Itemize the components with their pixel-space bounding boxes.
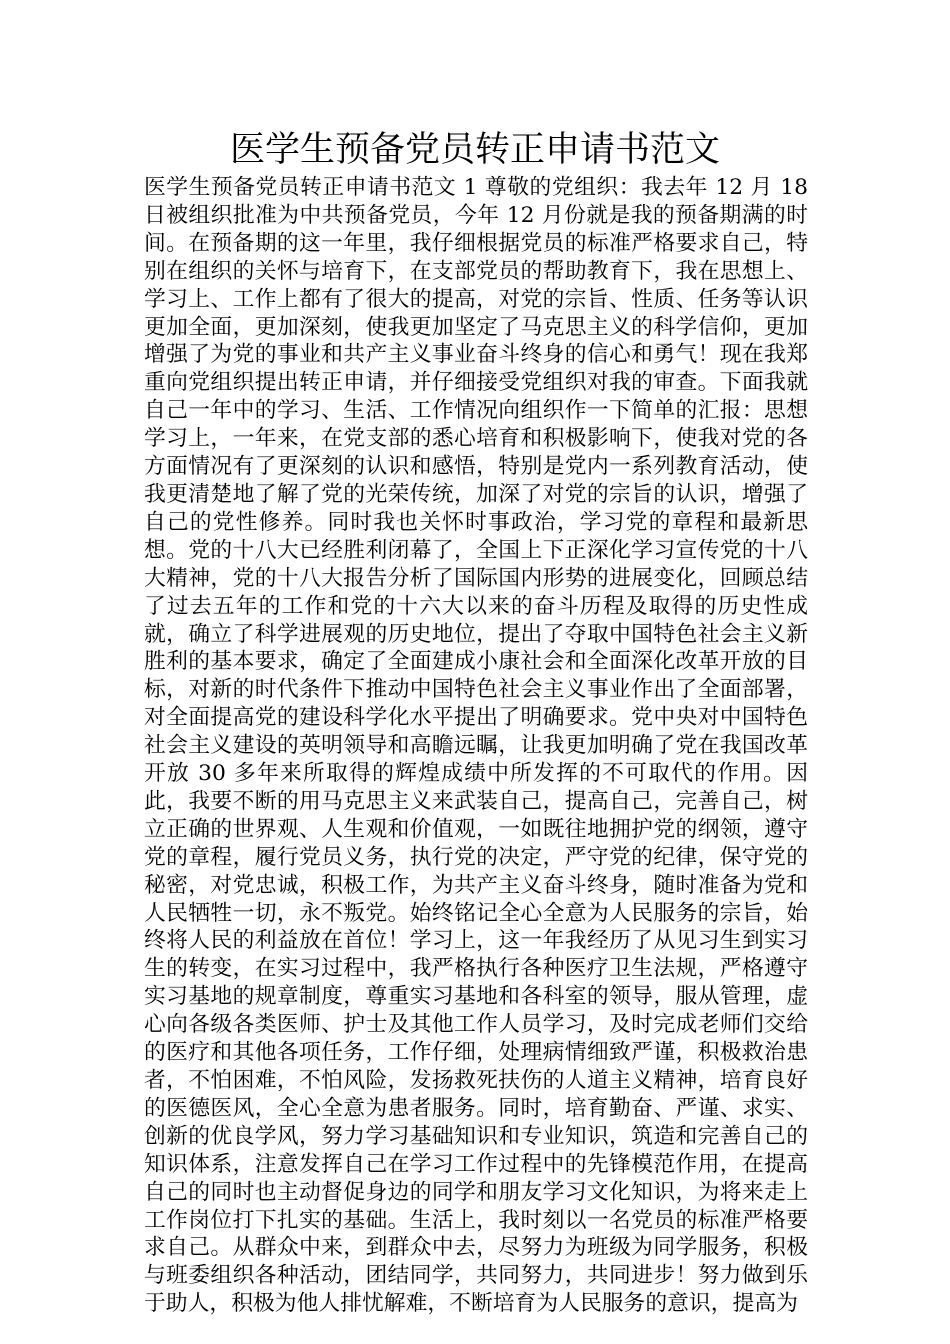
document-title: 医学生预备党员转正申请书范文 [229,130,720,170]
document-body-text: 医学生预备党员转正申请书范文 1 尊敬的党组织：我去年 12 月 18 日被组织批准为中共预备党员，今年 12 月份就是我的预备期满的时间。在预备期的这一年里，我仔细根据党员的标准严格要求自己，特别在组织的关怀与培育下，在支部党员的帮助教育下，我在思想上、学习上、工作上都有了很大的提高，对党的宗旨、性质、任务等认识更加全面，更加深刻，使我更加坚定了马克思主义的科学信仰，更加增强了为党的事业和共产主义事业奋斗终身的信心和勇气！现在我郑重向党组织提出转正申请，并仔细接受党组织对我的审查。下面我就自己一年中的学习、生活、工作情况向组织作一下简单的汇报：思想学习上，一年来，在党支部的悉心培育和积极影响下，使我对党的各方面情况有了更深刻的认识和感悟，特别是党内一系列教育活动，使我更清楚地了解了党的光荣传统，加深了对党的宗旨的认识，增强了自己的党性修养。同时我也关怀时事政治，学习党的章程和最新思想。党的十八大已经胜利闭幕了，全国上下正深化学习宣传党的十八大精神，党的十八大报告分析了国际国内形势的进展变化，回顾总结了过去五年的工作和党的十六大以来的奋斗历程及取得的历史性成就，确立了科学进展观的历史地位，提出了夺取中国特色社会主义新胜利的基本要求，确定了全面建成小康社会和全面深化改革开放的目标，对新的时代条件下推动中国特色社会主义事业作出了全面部署，对全面提高党的建设科学化水平提出了明确要求。党中央对中国特色社会主义建设的英明领导和高瞻远瞩，让我更加明确了党在我国改革开放 30 多年来所取得的辉煌成绩中所发挥的不可取代的作用。因此，我要不断的用马克思主义来武装自己，提高自己，完善自己，树立正确的世界观、人生观和价值观，一如既往地拥护党的纲领，遵守党的章程，履行党员义务，执行党的决定，严守党的纪律，保守党的秘密，对党忠诚，积极工作，为共产主义奋斗终身，随时准备为党和人民牺牲一切，永不叛党。始终铭记全心全意为人民服务的宗旨，始终将人民的利益放在首位！学习上，这一年我经历了从见习生到实习生的转变，在实习过程中，我严格执行各种医疗卫生法规，严格遵守实习基地的规章制度，尊重实习基地和各科室的领导，服从管理，虚心向各级各类医师、护士及其他工作人员学习，及时完成老师们交给的医疗和其他各项任务，工作仔细，处理病情细致严谨，积极救治患者，不怕困难，不怕风险，发扬救死扶伤的人道主义精神，培育良好的医德医风，全心全意为患者服务。同时，培育勤奋、严谨、求实、创新的优良学风，努力学习基础知识和专业知识，筑造和完善自己的知识体系，注意发挥自己在学习工作过程中的先锋模范作用，在提高自己的同时也主动督促身边的同学和朋友学习文化知识，为将来走上工作岗位打下扎实的基础。生活上，我时刻以一名党员的标准严格要求自己。从群众中来，到群众中去，尽努力为班级为同学服务，积极与班委组织各种活动，团结同学，共同努力，共同进步！努力做到乐于助人，积极为他人排忧解难，不断培育为人民服务的意识，提高为 [144,175,808,1317]
